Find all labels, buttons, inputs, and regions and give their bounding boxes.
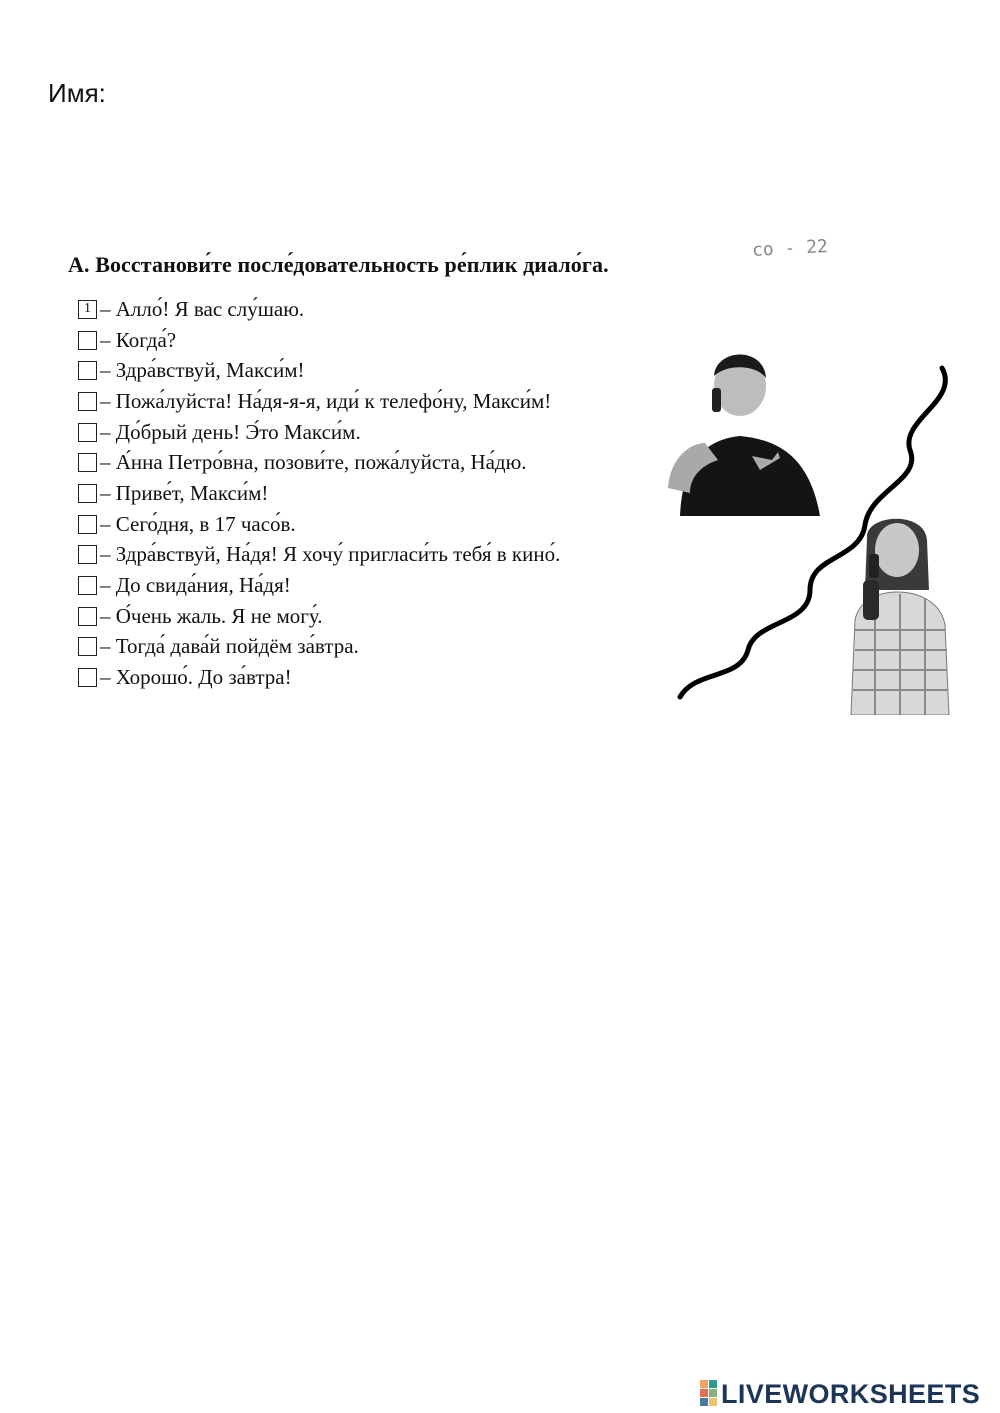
dialogue-line: [78, 417, 560, 448]
phone-call-illustration: [660, 340, 960, 720]
line-text: – А́нна Петро́вна, позови́те, пожа́луйста, На́дю.: [100, 450, 527, 475]
dialogue-line: [78, 570, 560, 601]
line-text: – Когда́?: [100, 327, 177, 352]
line-text: – Хорошо́. До за́втра!: [100, 665, 292, 690]
dialogue-line: [78, 632, 560, 663]
liveworksheets-badge-icon: [700, 1380, 718, 1408]
dialogue-line: [78, 509, 560, 540]
order-input-box[interactable]: [78, 392, 97, 411]
order-input-box[interactable]: 1: [78, 300, 97, 319]
girl-on-phone-image: [845, 510, 955, 715]
dialogue-line: [78, 601, 560, 632]
line-text: – Пожа́луйста! На́дя-я-я, иди́ к телефо́ну, Макси́м!: [100, 388, 552, 413]
name-label: Имя:: [48, 78, 106, 108]
order-input-box[interactable]: [78, 423, 97, 442]
liveworksheets-brand-text: LIVEWORKSHEETS: [721, 1378, 981, 1409]
order-input-box[interactable]: [78, 637, 97, 656]
order-input-box[interactable]: [78, 607, 97, 626]
handwritten-note: co - 22: [751, 236, 829, 261]
line-text: – Здра́вствуй, Макси́м!: [100, 358, 305, 383]
line-text: – Здра́вствуй, На́дя! Я хочу́ пригласи́ть тебя́ в кино́.: [100, 542, 561, 567]
dialogue-line: [78, 355, 560, 386]
line-text: – Тогда́ дава́й пойдём за́втра.: [100, 634, 359, 659]
order-input-box[interactable]: [78, 576, 97, 595]
dialogue-line: [78, 325, 560, 356]
order-input-box[interactable]: [78, 668, 97, 687]
dialogue-line: [78, 447, 560, 478]
exercise-title: А. Восстанови́те после́довательность ре́плик диало́га.: [68, 252, 609, 277]
line-text: – До свида́ния, На́дя!: [100, 573, 291, 598]
dialogue-line: [78, 478, 560, 509]
order-input-box[interactable]: [78, 331, 97, 350]
liveworksheets-logo: [700, 1376, 980, 1412]
order-input-box[interactable]: [78, 484, 97, 503]
dialogue-line: [78, 386, 560, 417]
dialogue-line: [78, 662, 560, 693]
order-input-box[interactable]: [78, 515, 97, 534]
dialogue-lines: [78, 294, 560, 693]
line-text: – Приве́т, Макси́м!: [100, 480, 269, 505]
boy-on-phone-image: [660, 348, 830, 523]
line-text: – О́чень жаль. Я не могу́.: [100, 603, 323, 628]
line-text: – До́брый день! Э́то Макси́м.: [100, 419, 361, 444]
order-input-box[interactable]: [78, 361, 97, 380]
order-input-box[interactable]: [78, 453, 97, 472]
dialogue-line: [78, 540, 560, 571]
line-text: – Алло́! Я вас слу́шаю.: [100, 296, 305, 321]
line-text: – Сего́дня, в 17 часо́в.: [100, 511, 296, 536]
dialogue-line: [78, 294, 560, 325]
order-input-box[interactable]: [78, 545, 97, 564]
